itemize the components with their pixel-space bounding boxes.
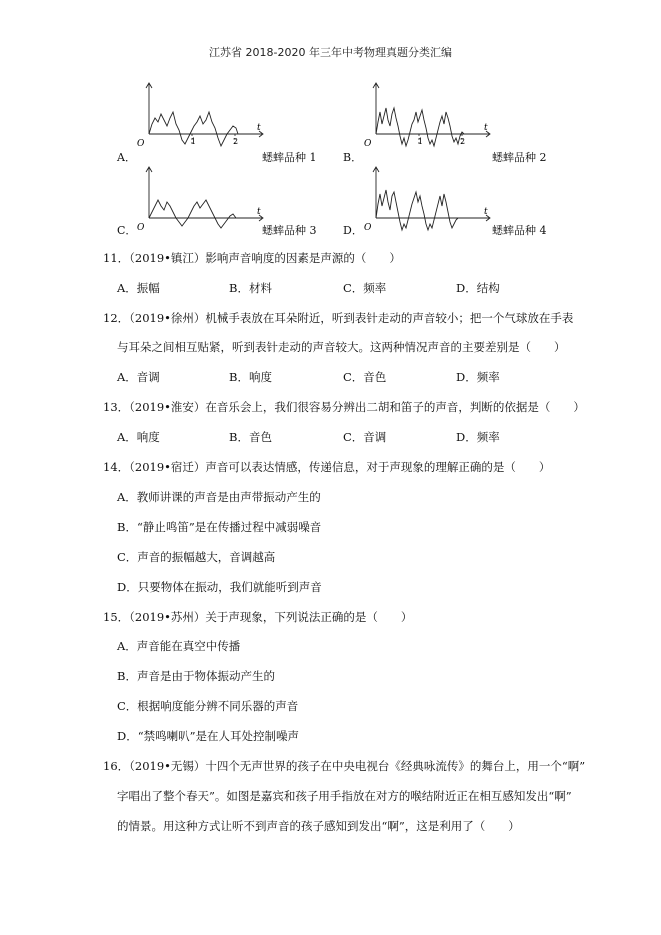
waveform-graph-b <box>364 82 494 152</box>
waveform-graph-c <box>137 166 267 236</box>
option-b[interactable]: B．响度 <box>229 370 272 384</box>
question-14: 14．（2019•宿迁）声音可以表达情感，传递信息，对于声现象的理解正确的是（ ） <box>103 460 551 474</box>
graph-a-caption: 蟋蟀品种 1 <box>262 151 317 164</box>
option-c[interactable]: C．声音的振幅越大，音调越高 <box>117 550 276 564</box>
question-12-line-2: 与耳朵之间相互贴紧，听到表针走动的声音较大。这两种情况声音的主要差别是（ ） <box>117 340 566 354</box>
option-a[interactable]: A．响度 <box>117 430 160 444</box>
option-d[interactable]: D．结构 <box>456 281 500 295</box>
svg-text:2: 2 <box>460 137 466 146</box>
svg-text:O: O <box>364 139 372 149</box>
tick-2: 2 <box>233 137 239 146</box>
option-d[interactable]: D．“禁鸣喇叭”是在人耳处控制噪声 <box>117 729 299 743</box>
question-16-line-3: 的情景。用这种方式让听不到声音的孩子感知到发出“啊”，这是利用了（ ） <box>117 819 520 833</box>
tick-1: 1 <box>191 137 197 146</box>
svg-text:t: t <box>484 207 488 217</box>
option-a[interactable]: A．声音能在真空中传播 <box>117 639 241 653</box>
question-11: 11．（2019•镇江）影响声音响度的因素是声源的（ ） <box>103 251 401 265</box>
question-12-line-1: 12．（2019•徐州）机械手表放在耳朵附近，听到表针走动的声音较小；把一个气球放在手表 <box>103 311 574 325</box>
option-c[interactable]: C．音调 <box>343 430 387 444</box>
graph-c-caption: 蟋蟀品种 3 <box>262 224 317 237</box>
graph-b-caption: 蟋蟀品种 2 <box>492 151 547 164</box>
question-16-line-2: 字唱出了整个春天”。如图是嘉宾和孩子用手指放在对方的喉结附近正在相互感知发出“啊” <box>117 789 572 803</box>
option-c[interactable]: C．频率 <box>343 281 387 295</box>
svg-text:t: t <box>257 207 261 217</box>
origin-label: O <box>137 139 145 149</box>
option-b[interactable]: B．声音是由于物体振动产生的 <box>117 669 275 683</box>
question-15: 15．（2019•苏州）关于声现象，下列说法正确的是（ ） <box>103 610 413 624</box>
question-13: 13．（2019•淮安）在音乐会上，我们很容易分辨出二胡和笛子的声音，判断的依据是（ ） <box>103 400 585 414</box>
svg-text:O: O <box>137 223 145 233</box>
page-header: 江苏省 2018-2020 年三年中考物理真题分类汇编 <box>209 46 452 59</box>
option-c[interactable]: C．根据响度能分辨不同乐器的声音 <box>117 699 299 713</box>
option-c[interactable]: C．音色 <box>343 370 387 384</box>
option-b[interactable]: B．音色 <box>229 430 272 444</box>
graph-d-caption: 蟋蟀品种 4 <box>492 224 547 237</box>
svg-text:1: 1 <box>418 137 424 146</box>
t-label: t <box>257 123 261 133</box>
waveform-c <box>149 200 236 228</box>
graph-c-letter: C． <box>117 224 137 237</box>
option-a[interactable]: A．教师讲课的声音是由声带振动产生的 <box>117 490 321 504</box>
svg-text:O: O <box>364 223 372 233</box>
option-d[interactable]: D．只要物体在振动，我们就能听到声音 <box>117 580 322 594</box>
graph-b-letter: B． <box>343 151 363 164</box>
option-a[interactable]: A．振幅 <box>117 281 160 295</box>
svg-text:t: t <box>484 123 488 133</box>
waveform-graph-a <box>137 82 267 152</box>
graph-a-letter: A． <box>117 151 136 164</box>
graph-d-letter: D． <box>343 224 363 237</box>
waveform-graph-d <box>364 166 494 236</box>
waveform-d <box>376 190 458 230</box>
question-16-line-1: 16．（2019•无锡）十四个无声世界的孩子在中央电视台《经典咏流传》的舞台上，用一个“啊” <box>103 759 586 773</box>
option-a[interactable]: A．音调 <box>117 370 160 384</box>
option-d[interactable]: D．频率 <box>456 370 500 384</box>
option-d[interactable]: D．频率 <box>456 430 500 444</box>
option-b[interactable]: B．“静止鸣笛”是在传播过程中减弱噪音 <box>117 520 322 534</box>
option-b[interactable]: B．材料 <box>229 281 272 295</box>
